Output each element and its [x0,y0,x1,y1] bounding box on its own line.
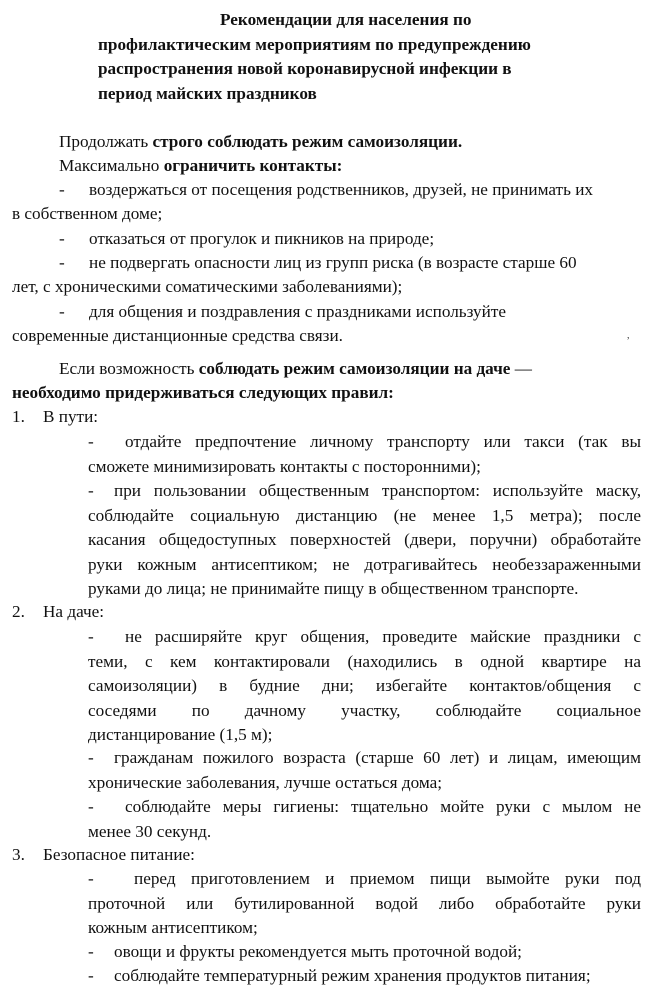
section-2-item: - гражданам пожилого возраста (старше 60 лет) и лицам, имеющим хронические заболевания, лучше остаться дома; [88,748,641,792]
contacts-bullet: - не подвергать опасности лиц из групп риска (в возрасте старше 60 [59,253,577,272]
stray-mark: , [627,330,630,341]
section-3-heading: 3. Безопасное питание: [12,845,195,864]
section-3-item: - овощи и фрукты рекомендуется мыть проточной водой; [88,942,522,961]
title-line: Рекомендации для населения по [220,10,472,29]
section-3-item: - перед приготовлением и приемом пищи вымойте руки под проточной или бутилированной водой либо обработайте руки кожным антисептиком; [88,869,641,937]
dacha-intro-rules: необходимо придерживаться следующих правил: [12,383,394,402]
dacha-intro: Если возможность соблюдать режим самоизоляции на даче — [59,359,532,378]
document-title [98,8,598,106]
contacts-bullet: - воздержаться от посещения родственников, друзей, не принимать их [59,180,593,199]
section-1-item: - отдайте предпочтение личному транспорту или такси (так вы сможете минимизировать контакты с посторонними); [88,432,641,476]
contacts-bullet: - для общения и поздравления с праздниками используйте [59,302,506,321]
section-2-item: - не расширяйте круг общения, проведите майские праздники с теми, с кем контактировали (находились в одной квартире на самоизоляции) в будние дни; избегайте контактов/общения с соседями по дачному участку, соблюдайте социальное дистанцирование (1,5 м); [88,627,641,744]
section-2-heading: 2. На даче: [12,602,105,621]
contacts-bullet: - отказаться от прогулок и пикников на природе; [59,229,435,248]
contacts-bullet-cont: в собственном доме; [12,204,163,223]
section-3-item: - соблюдайте температурный режим хранения продуктов питания; [88,966,591,985]
title-line: распространения новой коронавирусной инфекции в [98,59,512,78]
title-line: период майских праздников [98,83,317,103]
section-1-heading: 1. В пути: [12,407,99,426]
section-1-item: - при пользовании общественным транспортом: используйте маску, соблюдайте социальную дистанцию (не менее 1,5 метра); после касания общедоступных поверхностей (двери, поручни) обработайте руки кожным антисептиком; не дотрагивайтесь необеззараженными руками до лица; не принимайте пищу в общественном транспорте. [88,481,641,598]
intro-limit-contacts: Максимально ограничить контакты: [59,156,343,175]
contacts-bullet-cont: современные дистанционные средства связи. [12,326,343,345]
title-line: профилактическим мероприятиям по предупреждению [98,34,531,54]
section-2-item: - соблюдайте меры гигиены: тщательно мойте руки с мылом не менее 30 секунд. [88,797,641,841]
intro-self-isolation: Продолжать строго соблюдать режим самоизоляции. [59,132,463,151]
contacts-bullet-cont: лет, с хроническими соматическими заболеваниями); [12,277,403,296]
